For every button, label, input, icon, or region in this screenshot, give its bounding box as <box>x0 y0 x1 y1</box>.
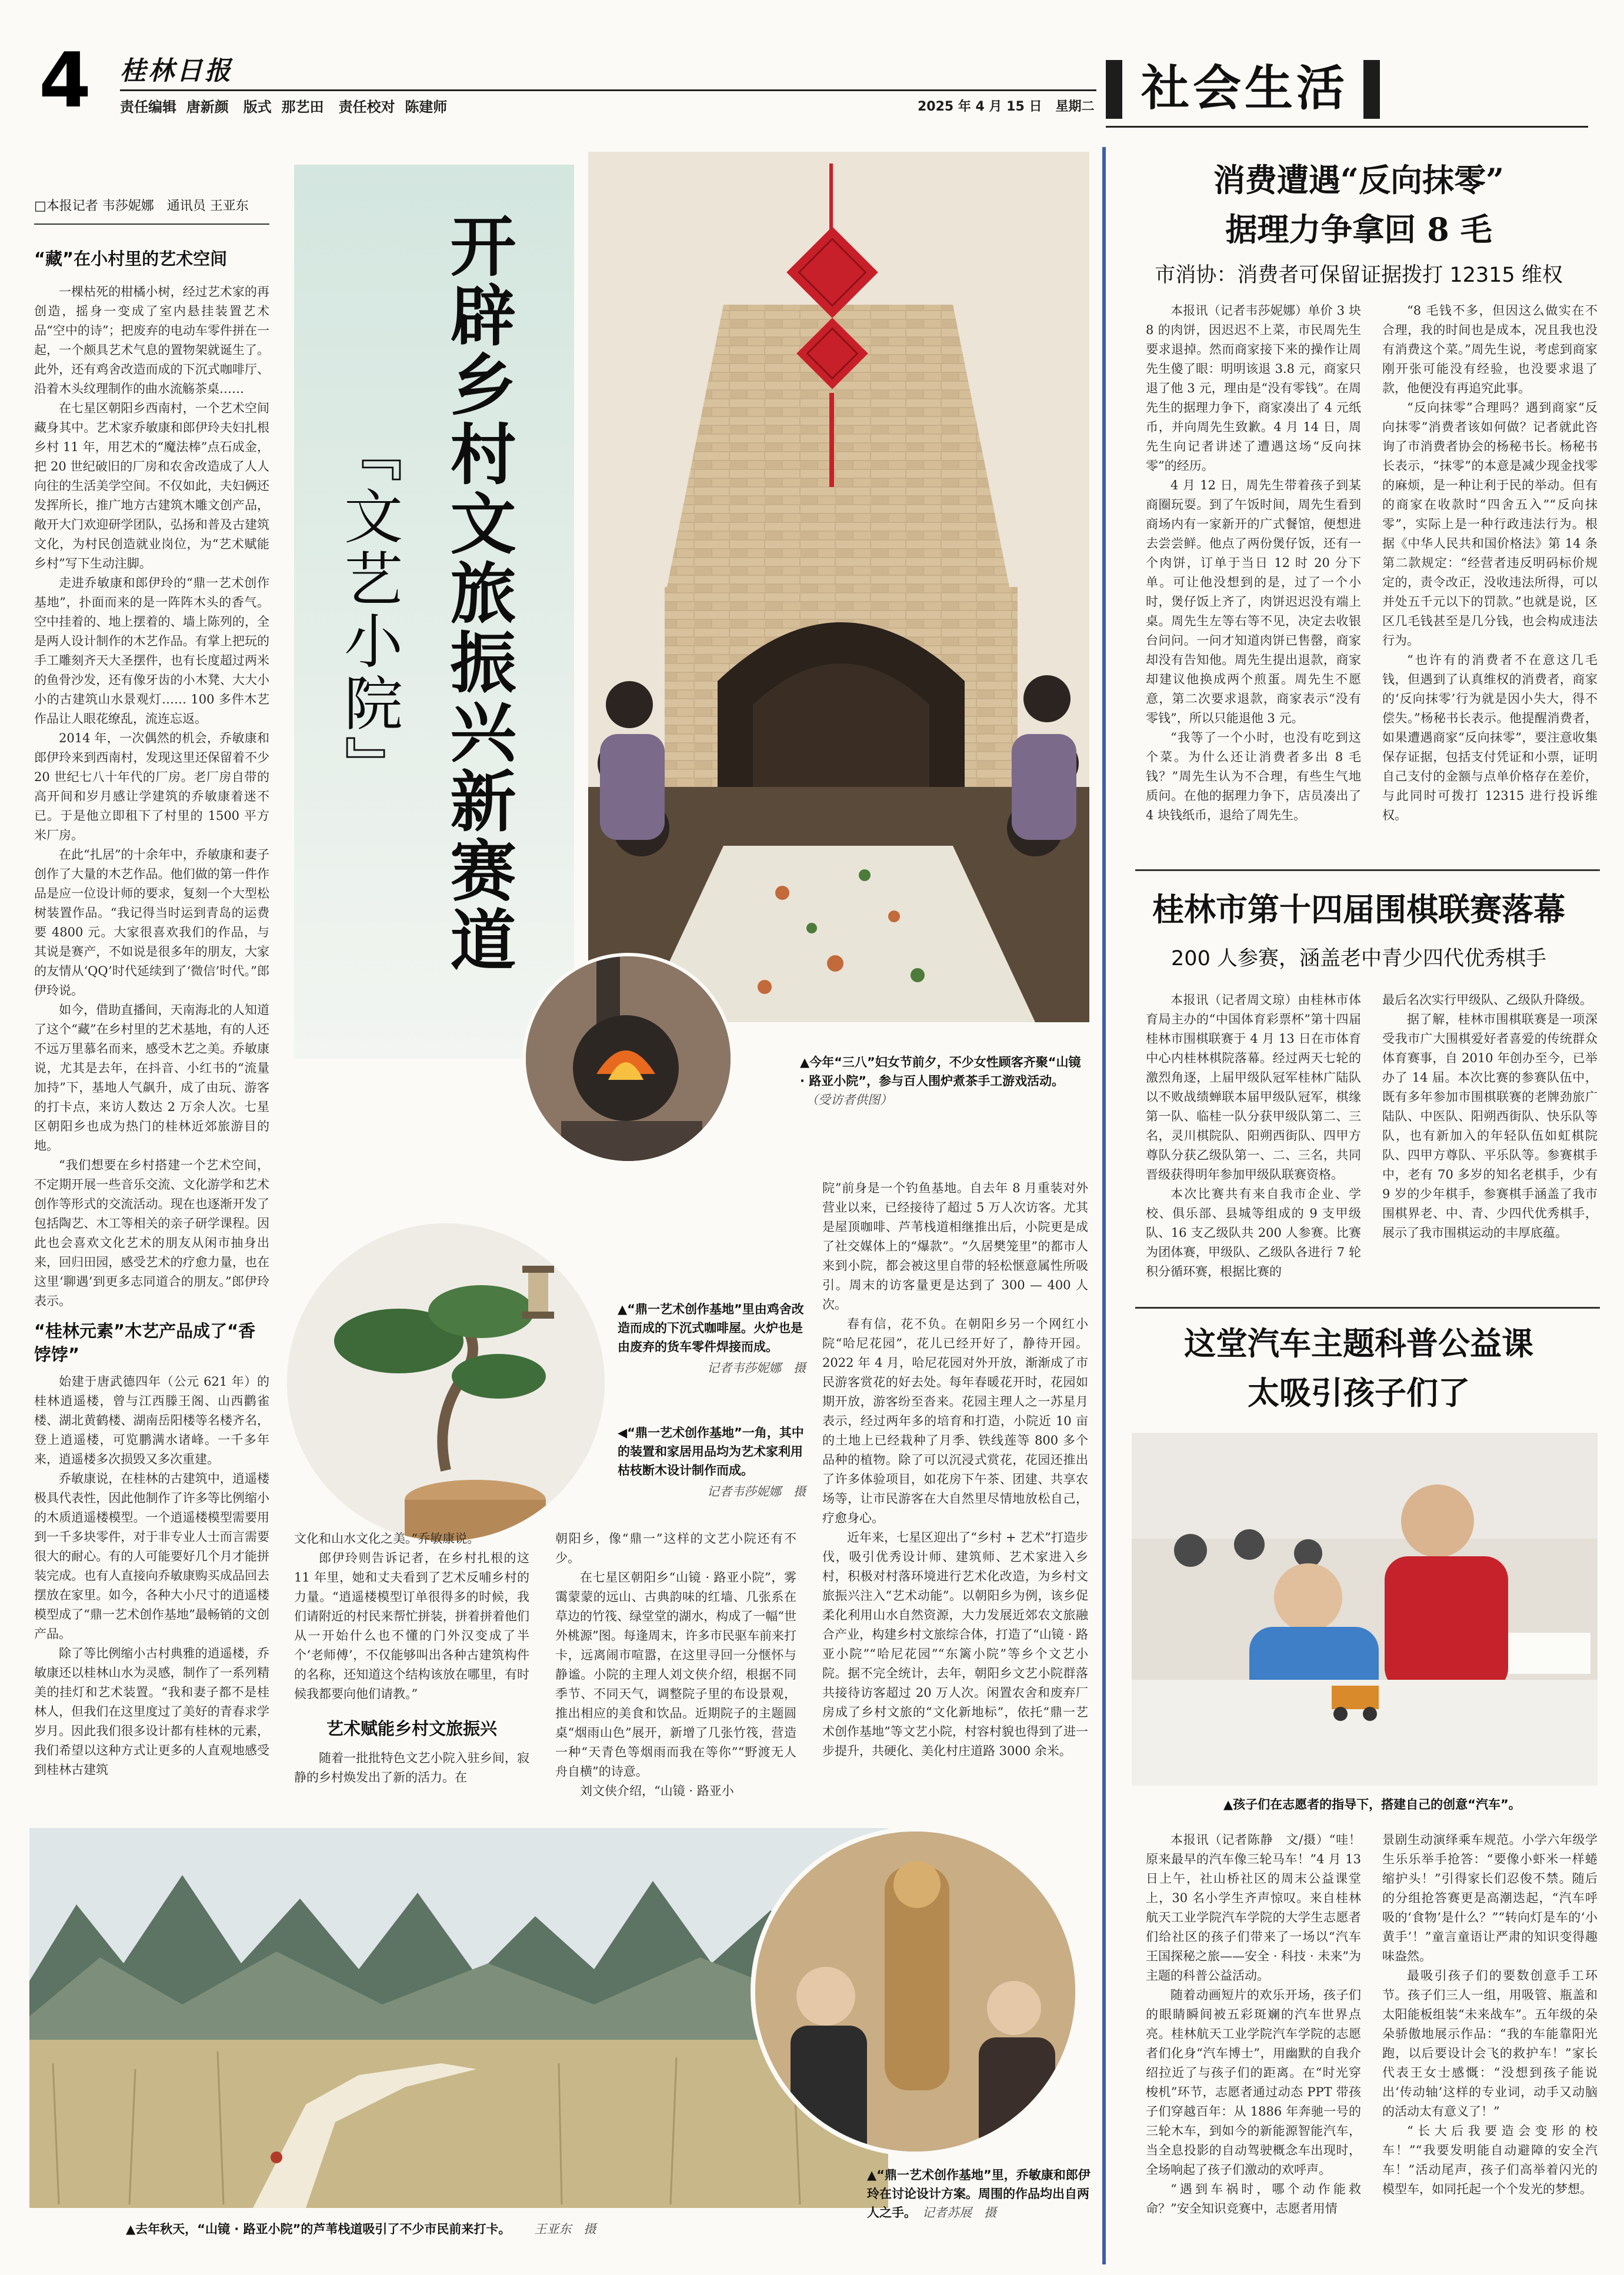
paper-name-logo: 桂林日报 <box>120 56 233 86</box>
story2-headline-1: 消费遭遇“反向抹零” <box>1213 161 1505 199</box>
story2-subheadline: 市消协：消费者可保留证据拨打 12315 维权 <box>1155 263 1563 287</box>
designers-caption: ▲“鼎一艺术创作基地”里，乔敏康和郎伊玲在讨论设计方案。周围的作品均出自两人之手。 记者苏展 摄 <box>867 2168 1091 2220</box>
credit-name: 那艺田 <box>281 99 324 115</box>
lead-section-heading: “桂林元素”木艺产品成了“香饽饽” <box>34 1321 256 1365</box>
story4-headline-2: 太吸引孩子们了 <box>1248 1374 1470 1412</box>
section-block <box>1106 60 1122 119</box>
lead-col3-text: 朝阳乡，像“鼎一”这样的文艺小院还有不少。 在七星区朝阳乡“山镜 · 路亚小院”，雾霭蒙蒙的远山、古典韵味的红墙、几张系在草边的竹筏、绿堂堂的湖水，构成了一幅“世外桃源”图。每逢周末，许多市民驱车前来打卡，远离闹市喧嚣，在这里寻回一分惬怀与静谧。小院的主理人刘文侠介绍，根据不同季节、不同天气，调整院子里的布设景观，推出相应的美食和饮品。近期院子的主题圆桌“烟雨山色”展开，新增了几张竹筏，营造一种“天青色等烟雨而我在等你”“野渡无人舟自横”的诗意。 刘文侠介绍，“山镜 · 路亚小 <box>555 1532 796 1798</box>
landscape-caption: ▲去年秋天，“山镜 · 路亚小院”的芦苇栈道吸引了不少市民前来打卡。 王亚东 摄 <box>126 2222 596 2236</box>
lead-column-4 <box>822 1179 1088 1761</box>
stove-caption: ▲“鼎一艺术创作基地”里由鸡舍改造而成的下沉式咖啡屋。火炉也是由废弃的货车零件焊接而成。 记者韦莎妮娜 摄 <box>618 1302 806 1375</box>
stove-photo <box>522 953 734 1165</box>
lead-subheadline: 『文艺小院』 <box>334 423 403 798</box>
page-number: 4 <box>39 37 92 125</box>
story3-column-2: 最后名次实行甲级队、乙级队升降级。 据了解，桂林市围棋联赛是一项深受我市广大围棋爱好者喜爱的传统群众体育赛事，自 2010 年创办至今，已举办了 14 届。本次比赛的参赛队伍中，既有多年参加市围棋联赛的老牌劲旅广陆队、中医队、阳朔西街队、快乐队等队，也有新加入的年轻队伍如虹棋院队、四甲方尊队、平乐队等。参赛棋手中，老有 70 多岁的知名老棋手，少有 9 岁的少年棋手，参赛棋手涵盖了我市围棋界老、中、青、少四代优秀棋手，展示了我市围棋运动的丰厚底蕴。 <box>1382 993 1598 1240</box>
lead-section-heading: 艺术赋能乡村文旅振兴 <box>326 1719 497 1739</box>
stove-illustration <box>526 956 734 1165</box>
tea-party-photo <box>588 152 1089 1022</box>
byline-rule <box>34 224 269 225</box>
designers-photo <box>751 1827 1080 2156</box>
lead-col1b-text: 始建于唐武德四年（公元 621 年）的桂林逍遥楼，曾与江西滕王阁、山西鹳雀楼、湖北黄鹤楼、湖南岳阳楼等名楼齐名，登上逍遥楼，可览鹏满水诸峰。一千多年来，逍遥楼多次损毁又多次重建。 乔敏康说，在桂林的古建筑中，逍遥楼极具代表性，因此他制作了许多等比例缩小的木质逍遥楼模型。一个逍遥楼模型需要用到一千多块零件，对于非专业人士而言需要很大的耐心。有的人可能要好几个月才能拼装完成。也有人直接向乔敏康购买成品回去摆放在家里。如今，各种大小尺寸的逍遥楼模型成了“鼎一艺术创作基地”最畅销的文创产品。 除了等比例缩小古村典雅的逍遥楼，乔敏康还以桂林山水为灵感，制作了一系列精美的挂灯和艺术装置。“我和妻子都不是桂林人，但我们在这里度过了美好的青春求学岁月。因此我们很多设计都有桂林的元素，我们希望以这种方式让更多的人直观地感受到桂林古建筑 <box>34 1375 269 1777</box>
credit-label: 责任校对 <box>338 99 395 115</box>
corner-caption: ◀“鼎一艺术创作基地”一角，其中的装置和家居用品均为艺术家利用枯枝断木设计制作而成。 记者韦莎妮娜 摄 <box>618 1426 806 1499</box>
lead-byline: □本报记者 韦莎妮娜 通讯员 王亚东 <box>34 199 249 214</box>
story4-headline-1: 这堂汽车主题科普公益课 <box>1184 1325 1533 1362</box>
story4-column-1: 本报讯（记者陈静 文/摄）“哇！原来最早的汽车像三轮马车！”4 月 13 日上午，社山桥社区的周末公益课堂上，30 名小学生齐声惊叹。来自桂林航天工业学院汽车学院的大学生志愿者们给社区的孩子们带来了一场以“汽车王国探秘之旅——安全 · 科技 · 未来”为主题的科普公益活动。 随着动画短片的欢乐开场，孩子们的眼睛瞬间被五彩斑斓的汽车世界点亮。桂林航天工业学院汽车学院的志愿者们化身“汽车博士”，用幽默的自我介绍拉近了与孩子们的距离。在“时光穿梭机”环节，志愿者通过动态 PPT 带孩子们穿越百年：从 1886 年奔驰一号的三轮木车，到如今的新能源智能汽车，当全息投影的自动驾驶概念车出现时，全场响起了孩子们激动的欢呼声。 “遇到车祸时，哪个动作能救命？”安全知识竞赛中，志愿者用情 <box>1146 1833 1361 2216</box>
credit-line <box>120 98 447 116</box>
lead-headline: 开辟乡村文旅振兴新赛道 <box>439 212 516 975</box>
story2-column-2: “8 毛钱不多，但因这么做实在不合理，我的时间也是成本，况且我也没有消费这个菜。”周先生说，考虑到商家刚开张可能没有经验，也没要求退了款，他便没有再追究此事。 “反向抹零”合理吗？遇到商家“反向抹零”消费者该如何做？记者就此咨询了市消费者协会的杨秘书长。杨秘书长表示，“抹零”的本意是减少现金找零的麻烦，是一种让利于民的举动。但有的商家在收款时“四舍五入”“反向抹零”，实际上是一种行政违法行为。根据《中华人民共和国价格法》第 14 条第二款规定：“经营者违反明码标价规定的，责令改正，没收违法所得，可以并处五千元以下的罚款。”也就是说，区区几毛钱甚至是几分钱，也会构成违法行为。 “也许有的消费者不在意这几毛钱，但遇到了认真维权的消费者，商家的‘反向抹零’行为就是因小失大，得不偿失。”杨秘书长表示。他提醒消费者，如果遭遇商家“反向抹零”，要注意收集保存证据，包括支付凭证和小票，证明自己支付的金额与点单价格存在差价，与此同时可拨打 12315 进行投诉维权。 <box>1382 303 1598 822</box>
story2-headline-2: 据理力争拿回 8 毛 <box>1225 211 1492 248</box>
tea-party-illustration <box>588 152 1089 1022</box>
credit-label: 责任编辑 <box>120 99 176 115</box>
workshop-illustration <box>1132 1433 1598 1786</box>
story2-column-1: 本报讯（记者韦莎妮娜）单价 3 块 8 的肉饼，因迟迟不上菜，市民周先生要求退掉。然而商家接下来的操作让周先生傻了眼：明明该退 3.8 元，商家只退了他 3 元，理由是“没有零钱”。在周先生的据理力争下，商家凑出了 4 元纸币，并向周先生致歉。4 月 14 日，周先生向记者讲述了遭遇这场“反向抹零”的经历。 4 月 12 日，周先生带着孩子到某商圈玩耍。到了午饭时间，周先生看到商场内有一家新开的广式餐馆，便想进去尝尝鲜。他点了两份煲仔饭，还有一个肉饼，订单于当日 12 时 20 分下单。可让他没想到的是，过了一个小时，煲仔饭上齐了，肉饼迟迟没有端上桌。周先生左等右等不见，决定去收银台问问。一问才知道肉饼已售罄，商家却没有告知他。周先生提出退款，商家却建议他换成两个煎蛋。周先生不愿意，第二次要求退款，商家表示“没有零钱”，所以只能退他 3 元。 “我等了一个小时，也没有吃到这个菜。为什么还让消费者多出 8 毛钱？”周先生认为不合理，有些生气地质问。在他的据理力争下，店员凑出了 4 块钱纸币，退给了周先生。 <box>1146 303 1361 822</box>
story-divider <box>1135 869 1600 871</box>
column-divider <box>1102 147 1106 2264</box>
car-workshop-photo <box>1132 1433 1598 1786</box>
lead-col2b-text: 随着一批批特色文艺小院入驻乡间，寂静的乡村焕发出了新的活力。在 <box>294 1751 529 1784</box>
issue-weekday: 星期二 <box>1055 99 1095 114</box>
date-line <box>918 98 1094 116</box>
section-title: 社会生活 <box>1141 60 1349 116</box>
lead-column-1 <box>34 247 269 1780</box>
bonsai-illustration <box>287 1223 605 1541</box>
story-divider <box>1135 1307 1600 1309</box>
credit-name: 唐新颜 <box>186 99 229 115</box>
lead-column-3 <box>555 1529 796 1801</box>
masthead-bottom-rule <box>1106 126 1588 128</box>
tea-party-caption: ▲今年“三八”妇女节前夕，不少女性顾客齐聚“山镜 · 路亚小院”，参与百人围炉煮茶手工游戏活动。（受访者供图） <box>800 1055 1081 1107</box>
lead-section-heading: “藏”在小村里的艺术空间 <box>34 249 228 269</box>
story3-column-1: 本报讯（记者周文琼）由桂林市体育局主办的“中国体育彩票杯”第十四届桂林市围棋联赛于 4 月 13 日在市体育中心内桂林棋院落幕。经过两天七轮的激烈角逐，上届甲级队冠军桂林广陆队以不败战绩蝉联本届甲级队冠军，棋缘第一队、临桂一队分获甲级队第二、三名，灵川棋院队、阳朔西街队、四甲方尊队分获乙级队第一、二、三名，共同晋级获得明年参加甲级队联赛资格。 本次比赛共有来自我市企业、学校、俱乐部、县城等组成的 9 支甲级队、16 支乙级队共 200 人参赛。比赛为团体赛，甲级队、乙级队各进行 7 轮积分循环赛，根据比赛的 <box>1146 993 1361 1279</box>
workshop-caption: ▲孩子们在志愿者的指导下，搭建自己的创意“汽车”。 <box>1223 1797 1521 1812</box>
lead-column-2 <box>294 1529 529 1787</box>
issue-date: 2025 年 4 月 15 日 <box>918 99 1042 114</box>
section-block <box>1363 60 1380 119</box>
designers-illustration <box>755 1832 1080 2156</box>
credit-name: 陈建师 <box>405 99 448 115</box>
story3-subheadline: 200 人参赛，涵盖老中青少四代优秀棋手 <box>1171 947 1546 970</box>
credit-label: 版式 <box>243 99 272 115</box>
masthead <box>0 0 1624 135</box>
story4-column-2: 景剧生动演绎乘车规范。小学六年级学生乐乐举手抢答：“要像小虾米一样蜷缩护头！”引得家长们忍俊不禁。随后的分组抢答赛更是高潮迭起，“汽车呼吸的‘食物’是什么？”“转向灯是车的‘小黄手’！”童言童语让严肃的知识变得趣味盎然。 最吸引孩子们的要数创意手工环节。孩子们三人一组，用吸管、瓶盖和太阳能板组装“未来战车”。五年级的朵朵骄傲地展示作品：“我的车能靠阳光跑，以后要设计会飞的救护车！”家长代表王女士感慨：“没想到孩子能说出‘传动轴’这样的专业词，动手又动脑的活动太有意义了！” “长大后我要造会变形的校车！”“我要发明能自动避障的安全汽车！”活动尾声，孩子们高举着闪光的模型车，如同托起一个个发光的梦想。 <box>1382 1833 1598 2196</box>
lead-col2-text: 文化和山水文化之美。”乔敏康说。 郎伊玲则告诉记者，在乡村扎根的这 11 年里，她和丈夫看到了艺术反哺乡村的力量。“逍遥楼模型订单很得多的时候，我们请附近的村民来帮忙拼装，拼着拼着他们从一开始什么也不懂的门外汉变成了半个‘老师傅’，不仅能够叫出各种古建筑构件的名称，还知道这个结构该放在哪里，有时候我都要向他们请教。” <box>294 1532 529 1701</box>
lead-col4-text: 院”前身是一个钓鱼基地。自去年 8 月重装对外营业以来，已经接待了超过 5 万人次访客。尤其是屋顶咖啡、芦苇栈道相继推出后，小院更是成了社交媒体上的“爆款”。“久居樊笼里”的都市人来到小院，都会被这里自带的轻松惬意属性所吸引。周末的访客量更是达到了 300 — 400 人次。 春有信，花不负。在朝阳乡另一个网红小院“哈尼花园”，花儿已经开好了，静待开园。2022 年 4 月，哈尼花园对外开放，渐渐成了市民游客赏花的好去处。每年春暖花开时，花园如期开放，游客纷至沓来。花园主理人之一苏星月表示，经过两年多的培育和打造，小院近 10 亩的土地上已经栽种了月季、铁线莲等 800 多个品种的植物。除了可以沉浸式赏花，花园还推出了许多体验项目，如花房下午茶、团建、共享农场等，让市民游客在大自然里尽情地放松自己，疗愈身心。 近年来，七星区迎出了“乡村 + 艺术”打造步伐，吸引优秀设计师、建筑师、艺术家进入乡村，积极对村落环境进行艺术化改造，为乡村文旅振兴注入“艺术动能”。以朝阳乡为例，该乡促柔化利用山水自然资源，大力发展近郊农文旅融合产业，构建乡村文旅综合体，打造了“山镜 · 路亚小院”“哈尼花园”“东篱小院”等乡个文艺小院。据不完全统计，去年，朝阳乡文艺小院群落共接待访客超过 20 万人次。闲置农舍和废弃厂房成了乡村文旅的“文化新地标”，依托“鼎一艺术创作基地”等文艺小院，村容村貌也得到了进一步提升，共硬化、美化村庄道路 3000 余米。 <box>822 1181 1088 1758</box>
bonsai-corner-photo <box>287 1223 605 1541</box>
lead-col1-text: 一棵枯死的柑橘小树，经过艺术家的再创造，摇身一变成了室内悬挂装置艺术品“空中的诗”；把废弃的电动车零件拼在一起，一个颇具艺术气息的置物架就诞生了。此外，还有鸡舍改造而成的下沉式咖啡厅、沿着木头纹理制作的曲水流觞茶桌…… 在七星区朝阳乡西南村，一个艺术空间藏身其中。艺术家乔敏康和郎伊玲夫妇扎根乡村 11 年，用艺术的“魔法棒”点石成金，把 20 世纪破旧的厂房和农舍改造成了人人向往的生活美学空间。不仅如此，夫妇俩还发挥所长，推广地方古建筑木雕文创产品，敞开大门欢迎研学团队，弘扬和普及古建筑文化，为村民创造就业岗位，为“艺术赋能乡村”写下生动注脚。 走进乔敏康和郎伊玲的“鼎一艺术创作基地”，扑面而来的是一阵阵木头的香气。空中挂着的、地上摆着的、墙上陈列的，全是两人设计制作的木艺作品。有掌上把玩的手工雕刻齐天大圣摆件，也有长度超过两米的鱼骨沙发，还有像牙齿的小木凳、大大小小的古建筑山水景观灯…… 100 多件木艺作品让人眼花缭乱，流连忘返。 2014 年，一次偶然的机会，乔敏康和郎伊玲来到西南村，发现这里还保留着不少 20 世纪七八十年代的厂房。老厂房自带的高开间和岁月感让学建筑的乔敏康着迷不已。于是他立即租下了村里的 1500 平方米厂房。 在此“扎居”的十余年中，乔敏康和妻子创作了大量的木艺作品。他们做的第一件作品是应一位设计师的要求，复刻一个大型松树装置作品。“我记得当时运到青岛的运费要 4800 元。大家很喜欢我们的作品，与其说是赛产，不如说是很多年的朋友，大家的友情从‘QQ’时代延续到了‘微信’时代。”郎伊玲说。 如今，借助直播间，天南海北的人知道了这个“藏”在乡村里的艺术基地，有的人还不远万里慕名而来，感受木艺之美。乔敏康说，尤其是去年，在抖音、小红书的“流量加持”下，基地人气飙升，成了由玩、游客的打卡点，来访人数达 2 万余人次。七星区朝阳乡也成为热门的桂林近郊旅游目的地。 “我们想要在乡村搭建一个艺术空间，不定期开展一些音乐交流、文化游学和艺术创作等形式的交流活动。现在也逐渐开发了包括陶艺、木工等相关的亲子研学课程。因此也会喜欢文化艺术的朋友从闲市抽身出来，回归田园，感受艺术的疗愈力量，也在这里‘聊遇’到更多志同道合的朋友。”郎伊玲表示。 <box>34 285 269 1308</box>
story3-headline: 桂林市第十四届围棋联赛落幕 <box>1152 890 1565 928</box>
masthead-top-rule <box>120 89 1096 91</box>
